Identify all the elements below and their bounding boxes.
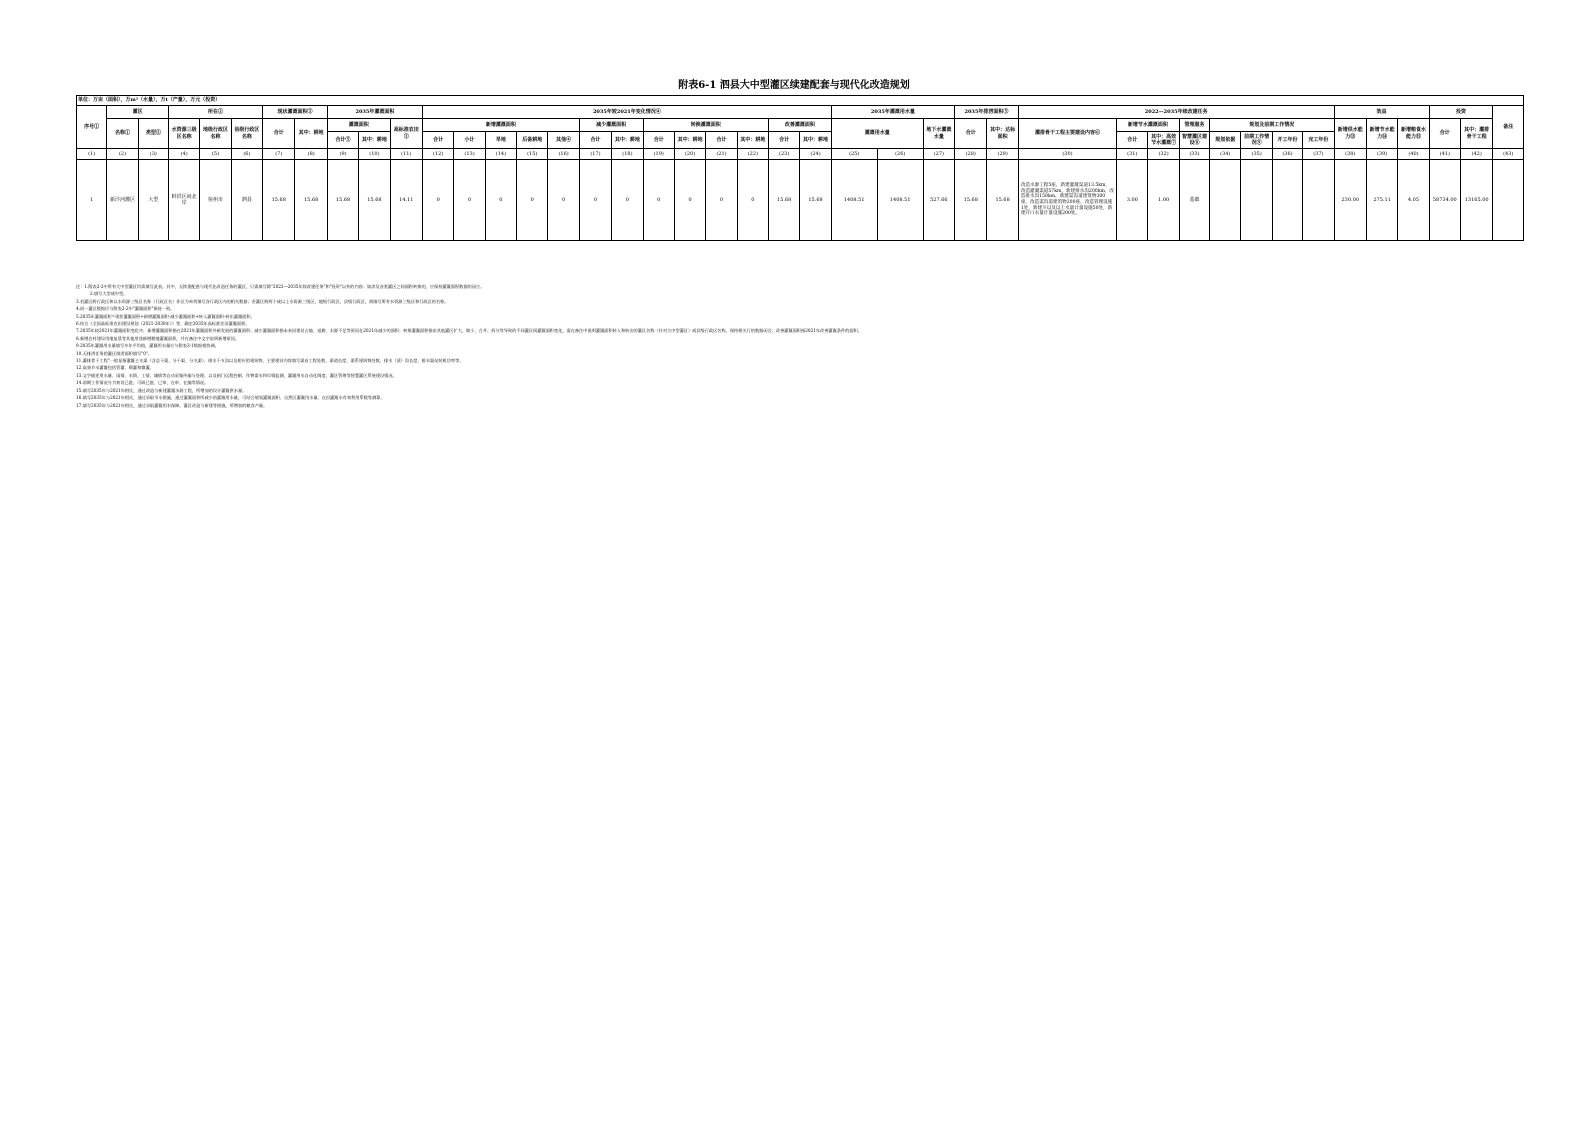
colnum: (24) [800,149,831,160]
note-line: 14.前期工作情况分为初设已批、可研已批、已审、在审、在编等情况。 [76,380,209,386]
hdr-cur-cult: 其中：耕地 [295,119,327,149]
hdr-reduce-total: 合计 [579,132,611,149]
hdr-remark: 备注 [1493,106,1524,149]
colnum: (37) [1303,149,1334,160]
colnum: (15) [517,149,548,160]
hdr-smart: 智慧灌区建设⑧ [1179,132,1209,149]
column-number-row [77,149,1524,160]
colnum: (40) [1398,149,1429,160]
cell-basin: 蚌洪区间北岸 [168,160,199,241]
cell-43 [1493,160,1524,241]
note-line: 10.无排涝任务的灌区排涝面积填写"0"。 [76,350,152,356]
colnum: (3) [138,149,168,160]
cell-19: 0 [643,160,674,241]
colnum: (26) [877,149,923,160]
hdr-area-2035: 2035年灌溉面积 [327,106,422,119]
hdr-new-other: 其他④ [548,132,579,149]
cell-42: 13165.00 [1460,160,1492,241]
colnum: (5) [200,149,231,160]
colnum: (18) [612,149,643,160]
cell-11: 14.11 [390,160,422,241]
plan-table [76,95,1524,241]
cell-26: 1408.51 [877,160,923,241]
hdr-new-supply: 新增供水能力⑬ [1334,119,1366,149]
colnum: (39) [1366,149,1397,160]
hdr-invest-main: 其中：灌排骨干工程 [1460,119,1492,149]
note-line: 6.结合《全国高标准农田建设规划（2021-2030年）》等，确定2035年高标准农田灌溉面积。 [76,321,250,327]
colnum: (20) [674,149,705,160]
colnum: (41) [1429,149,1460,160]
colnum: (33) [1179,149,1209,160]
hdr-new-dry: 旱地 [485,132,516,149]
colnum: (21) [706,149,737,160]
cell-8: 15.68 [295,160,327,241]
cell-38: 230.00 [1334,160,1366,241]
hdr-improve-cult: 其中：耕地 [800,132,831,149]
hdr-in-cult: 其中：耕地 [674,132,705,149]
hdr-basin: 水资源三级区名称 [168,119,199,149]
cell-10: 15.68 [359,160,390,241]
hdr-benefit: 效益 [1334,106,1429,119]
colnum: (38) [1334,149,1366,160]
colnum: (10) [359,149,390,160]
hdr-new-subtotal: 小计 [454,132,485,149]
note-line: 13.文字描述用水量、雨情、水情、工情、墒情等自动采集传输与处理，以及闸门远程控制、作物需水和早情监测、灌溉用水自动化调度，灌区管理等智慧灌区系统建设情况。 [76,372,397,378]
hdr-save-total: 合计 [1117,132,1148,149]
hdr-plan-basis: 规划依据 [1210,132,1241,149]
cell-7: 15.68 [263,160,295,241]
cell-33: 基础 [1179,160,1209,241]
colnum: (19) [643,149,674,160]
cell-county: 泗县 [231,160,262,241]
hdr-name: 名称① [107,119,138,149]
cell-35 [1241,160,1272,241]
hdr-in-total: 合计 [643,132,674,149]
hdr-water-2035: 2035年灌溉用水量 [831,106,954,119]
note-line: 17.填写2035年与2021年相比，通过采取灌溉用水保障，灌区改造与新建等措施，所增加的粮食产量。 [76,402,268,408]
hdr-new-save: 新增节水灌溉面积 [1117,119,1180,132]
hdr-county: 县级行政区名称 [231,119,262,149]
colnum: (14) [485,149,516,160]
colnum: (22) [737,149,768,160]
cell-25: 1408.51 [831,160,877,241]
page-title: 附表6-1 泗县大中型灌区续建配套与现代化改造规划 [678,80,910,91]
cell-34 [1210,160,1241,241]
hdr-location: 所在② [168,106,262,119]
cell-31: 3.00 [1117,160,1148,241]
hdr-change: 2035年较2021年变化情况④ [423,106,832,119]
hdr-out-total: 合计 [706,132,737,149]
colnum: (16) [548,149,579,160]
colnum: (2) [107,149,138,160]
hdr-improve-area: 改善灌溉面积 [769,119,832,132]
hdr-plan-prep: 规划及前期工作情况 [1210,119,1334,132]
cell-main-works: 改造水源工程5座，新建灌溉渠道13.5km，改造灌溉渠道57km，新建排水沟200km，改造排水沟150km，新建渠沟道建筑物300座，改造渠沟道建筑物200座，改造管理设施1处，新建斗以及以上水量计量设施50处，新建开口水量计量设施200处。 [1018,160,1116,241]
cell-29: 15.68 [987,160,1018,241]
cell-27: 527.66 [923,160,954,241]
colnum: (7) [263,149,295,160]
table-row [77,160,1524,241]
hdr-district: 灌区 [107,106,169,119]
colnum: (32) [1148,149,1179,160]
note-line: 9.2035年灌溉用水量填写多年平均值，灌溉用水量应与附表3-1数据相协调。 [76,343,219,349]
cell-41: 58734.00 [1429,160,1460,241]
hdr-improve-total: 合计 [769,132,800,149]
note-line: 7.2035年较2021年灌溉面积变化中，新增灌溉面积指在2021年灌溉面积外新发展的灌溉面积；减少灌溉面积指未来因建设占地、退耕、水源不足等原因在2021年减少的面积；转换灌溉面积指由其他灌区扩大、缩小、合并、拆分等导致的不同灌区间灌溉面积变化，需在备注中说明灌溉面积转入和转出的灌区名称（针对大中型灌区）或县级行政区名称，保持相关行的数据闭合；改善灌溉面积指2021年改善灌溉条件的面积。 [76,328,862,334]
hdr-city: 地级行政区名称 [200,119,231,149]
cell-17: 0 [579,160,611,241]
hdr-mgmt: 管理服务 [1179,119,1209,132]
hdr-cur-total: 合计 [263,119,295,149]
hdr-reduce-area: 减少灌溉面积 [579,119,643,132]
hdr-new-saving: 新增节水能力⑭ [1366,119,1397,149]
hdr-main-works: 灌排骨干工程主要建设内容⑥ [1018,119,1116,149]
note-line: 12.高效节水灌溉包括管灌、喷灌和微灌。 [76,365,154,371]
note-line: 15.填写2035年与2021年相比，通过改造与新建灌溉水源工程，所增加的设计灌溉供水量。 [76,387,247,393]
colnum: (43) [1493,149,1524,160]
hdr-drain-cult: 其中：达标面积 [987,119,1018,149]
hdr-new-restore: 后备耕地 [517,132,548,149]
footnotes [76,283,1516,409]
colnum: (31) [1117,149,1148,160]
colnum: (27) [923,149,954,160]
cell-23: 15.68 [769,160,800,241]
hdr-ground-water: 地下水灌溉水量 [923,119,954,149]
cell-28: 15.68 [955,160,987,241]
colnum: (1) [77,149,107,160]
cell-16: 0 [548,160,579,241]
cell-13: 0 [454,160,485,241]
colnum: (12) [423,149,454,160]
hdr-irr-cult: 其中：耕地 [359,132,390,149]
cell-14: 0 [485,160,516,241]
plan-table-wrapper [76,95,1524,241]
colnum: (29) [987,149,1018,160]
hdr-new-grain: 新增粮食水能力⑮ [1398,119,1429,149]
hdr-drain-total: 合计 [955,119,987,149]
colnum: (35) [1241,149,1272,160]
hdr-seq: 序号① [77,106,107,149]
colnum: (23) [769,149,800,160]
colnum: (13) [454,149,485,160]
cell-city: 宿州市 [200,160,231,241]
cell-22: 0 [737,160,768,241]
hdr-current-area: 现状灌溉面积③ [263,106,328,119]
cell-15: 0 [517,160,548,241]
colnum: (4) [168,149,199,160]
cell-12: 0 [423,160,454,241]
hdr-drain-2035: 2035年排涝面积⑤ [955,106,1019,119]
colnum: (28) [955,149,987,160]
note-line: 16.填写2035年与2021年相比，通过采取节水措施，通过灌溉面积所减少的灌溉用水量，可结合规划灌溉面积、自然区灌溉用水量、在田灌溉水有效利用系数等测算。 [76,395,385,401]
note-line: 5.2035年灌溉面积=现状灌溉面积+新增灌溉面积-减少灌溉面积+转入灌溉面积-转出灌溉面积。 [76,313,255,319]
cell-36 [1272,160,1302,241]
cell-name: 新汴河灌区 [107,160,138,241]
note-line: 3.若灌区跨行政区和以水资源三级区名称（行政区名）作区为单列填写各行政区内的相关数据；若灌区跨两个或以上水资源三级区、地级行政区、县级行政区，则填写所有水资源三级区和行政区的名称。 [76,298,449,304]
hdr-prep: 前期工作情况⑨ [1241,132,1272,149]
hdr-irr-area: 灌溉面积 [327,119,390,132]
cell-21: 0 [706,160,737,241]
note-line: 11.灌排骨干工程"一般是指灌溉主支渠（含总干渠、分干渠、分支渠）、排水干支沟以及相应的建筑物，主要建设内容填写渠首工程处数、渠道长度、渠系建筑物处数、排水（渍）沟长度、排水渠站装机功率等。 [76,358,464,364]
hdr-new-total: 合计 [423,132,454,149]
hdr-invest: 投资 [1429,106,1493,119]
cell-type: 大型 [138,160,168,241]
colnum: (34) [1210,149,1241,160]
cell-18: 0 [612,160,643,241]
note-line: 8.新增农村建设用地复垦等其他用途新增耕地灌溉面积，并在备注中文字说明新增原因。 [76,335,240,341]
cell-39: 275.11 [1366,160,1397,241]
cell-24: 15.68 [800,160,831,241]
hdr-reduce-cult: 其中：耕地 [612,132,643,149]
cell-40: 4.05 [1398,160,1429,241]
colnum: (25) [831,149,877,160]
colnum: (17) [579,149,611,160]
colnum: (6) [231,149,262,160]
hdr-irr-water: 灌溉用水量 [831,119,923,149]
hdr-finish: 完工年份 [1303,132,1334,149]
cell-37 [1303,160,1334,241]
hdr-tasks: 2022—2035年续改建任务 [1018,106,1334,119]
note-line: 4.同一灌区数据应与附表2-2中"灌溉面积"保持一致。 [76,306,175,312]
cell-seq: 1 [77,160,107,241]
hdr-save-hieff: 其中：高效节水灌溉⑦ [1148,132,1179,149]
colnum: (9) [327,149,358,160]
cell-9: 15.68 [327,160,358,241]
colnum: (30) [1018,149,1116,160]
hdr-invest-total: 合计 [1429,119,1460,149]
colnum: (36) [1272,149,1302,160]
colnum: (42) [1460,149,1492,160]
cell-32: 1.00 [1148,160,1179,241]
hdr-start: 开工年份 [1272,132,1302,149]
cell-20: 0 [674,160,705,241]
hdr-hs-farm: 高标准农田③ [390,119,422,149]
colnum: (11) [390,149,422,160]
hdr-convert-area: 转换灌溉面积 [643,119,768,132]
colnum: (8) [295,149,327,160]
hdr-type: 类型② [138,119,168,149]
hdr-new-area: 新增灌溉面积 [423,119,580,132]
note-line: 注：1.附表2-2中所有大中型灌区均需填写此表。其中，无续建配套与现代化改造任务的灌区，只需填写除"2022—2035年续改建任务"和"投资"以外的内容；如涉及各类灌区之间面积转换的，应保持灌溉面积数据的闭合。 [76,284,485,289]
note-line: 2.填写大型或中型。 [90,291,128,297]
unit-row: 单位：万亩（面积），万m³（水量），万t（产量），万元（投资） [77,96,1524,106]
hdr-out-cult: 其中：耕地 [737,132,768,149]
hdr-irr-total: 合计⑤ [327,132,358,149]
